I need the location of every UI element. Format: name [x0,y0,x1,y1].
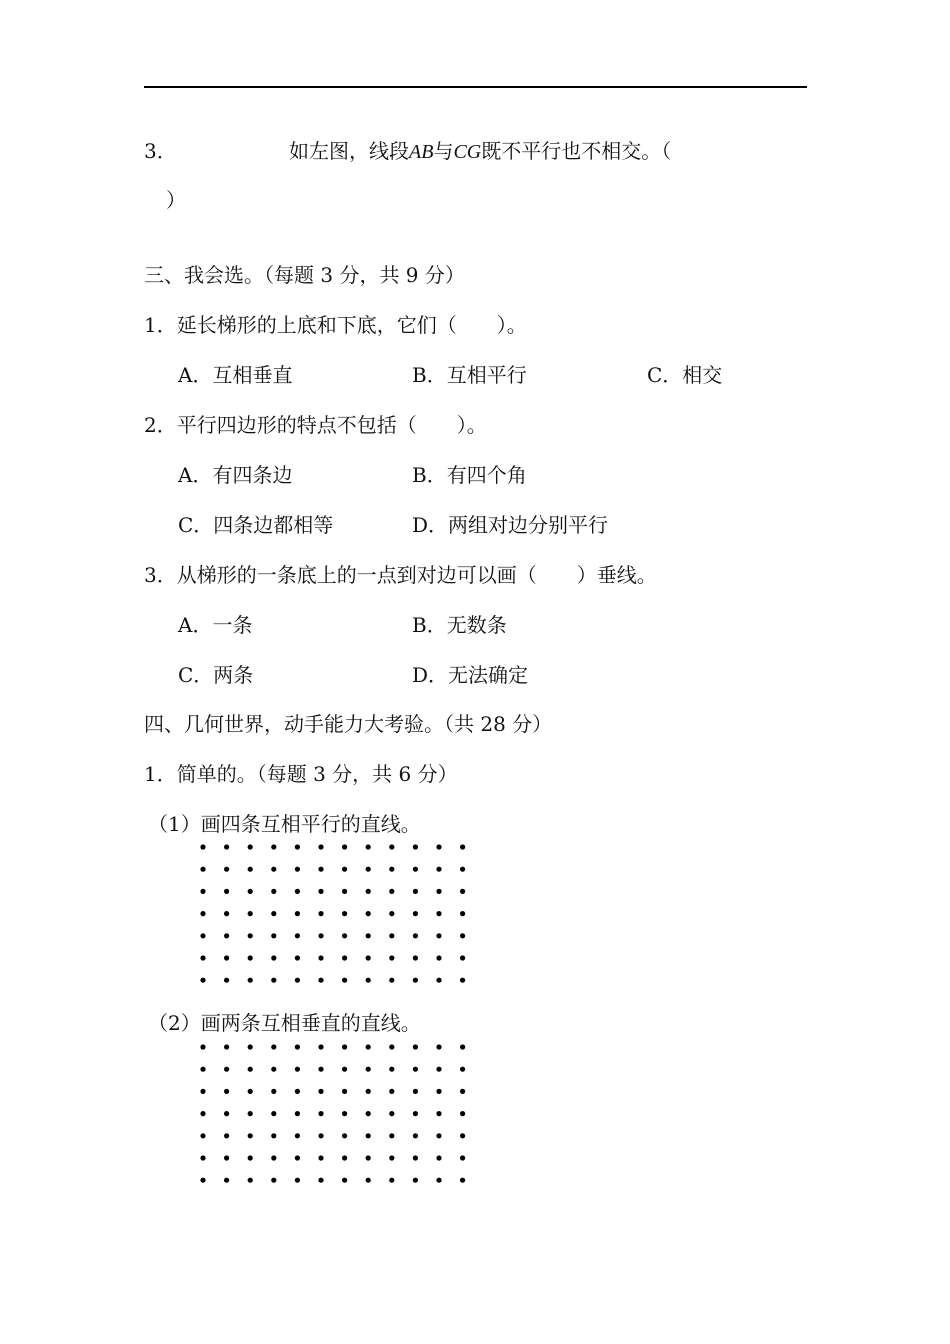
grid-dot [271,1044,276,1049]
grid-dot [318,1155,323,1160]
grid-dot [224,911,229,916]
grid-dot [413,1133,418,1138]
grid-dot [460,1044,465,1049]
grid-dot [342,1155,347,1160]
grid-dot [295,1178,300,1183]
grid-dot [224,1133,229,1138]
grid-dot [318,933,323,938]
grid-dot [413,1044,418,1049]
grid-dot [413,933,418,938]
mc-question-1: 1．延长梯形的上底和下底，它们（ ）。 [144,313,527,337]
grid-dot [342,1111,347,1116]
grid-dot [366,933,371,938]
grid-dot [436,911,441,916]
grid-dot [366,955,371,960]
grid-dot [248,1044,253,1049]
mc-q3-option-b: B．无数条 [412,613,507,637]
grid-dot [271,1155,276,1160]
grid-dot [342,1133,347,1138]
header-rule [144,86,807,88]
grid-dot [460,844,465,849]
grid-dot [436,889,441,894]
grid-dot [248,1067,253,1072]
grid-dot [389,911,394,916]
grid-dot [389,1067,394,1072]
grid-dot [318,1178,323,1183]
grid-dot [460,911,465,916]
grid-dot [200,1067,205,1072]
grid-dot [318,955,323,960]
grid-dot [224,955,229,960]
grid-dot [200,844,205,849]
grid-dot [318,1089,323,1094]
grid-dot [460,1178,465,1183]
grid-dot [224,867,229,872]
grid-dot [366,1178,371,1183]
grid-dot [271,955,276,960]
grid-dot [248,867,253,872]
grid-dot [413,1089,418,1094]
grid-dot [436,1111,441,1116]
grid-dot [366,889,371,894]
grid-dot [460,889,465,894]
mc-q2-option-b: B．有四个角 [412,463,527,487]
section-3-heading: 三、我会选。（每题 3 分，共 9 分） [144,263,465,287]
mc-q3-option-d: D．无法确定 [412,663,529,687]
grid-dot [271,1089,276,1094]
grid-dot [389,844,394,849]
grid-dot [436,1067,441,1072]
grid-dot [200,978,205,983]
grid-dot [342,889,347,894]
grid-dot [295,978,300,983]
grid-dot [342,1067,347,1072]
grid-dot [295,867,300,872]
grid-dot [295,1067,300,1072]
grid-dot [460,933,465,938]
grid-dot [200,889,205,894]
grid-dot [342,955,347,960]
grid-dot [318,1111,323,1116]
grid-dot [389,889,394,894]
grid-dot [342,1044,347,1049]
grid-dot [436,1044,441,1049]
grid-dot [318,978,323,983]
grid-dot [271,1178,276,1183]
mc-question-3: 3．从梯形的一条底上的一点到对边可以画（ ）垂线。 [144,563,657,587]
grid-dot [295,955,300,960]
grid-dot [248,1178,253,1183]
grid-dot [389,1089,394,1094]
grid-dot [460,978,465,983]
grid-dot [248,1155,253,1160]
answer-bracket-close: ） [166,188,186,212]
grid-dot [295,889,300,894]
grid-dot [389,1044,394,1049]
grid-dot [224,978,229,983]
dot-grid-parallel-lines[interactable] [190,836,480,986]
grid-dot [366,978,371,983]
grid-dot [460,867,465,872]
grid-dot [436,1155,441,1160]
grid-dot [248,889,253,894]
segment-ab: AB [409,141,434,163]
grid-dot [366,867,371,872]
grid-dot [248,978,253,983]
grid-dot [389,867,394,872]
mc-q1-option-a: A．互相垂直 [178,363,293,387]
grid-dot [318,867,323,872]
segment-cg: CG [453,141,482,163]
grid-dot [342,1178,347,1183]
grid-dot [436,1178,441,1183]
mc-question-2: 2．平行四边形的特点不包括（ ）。 [144,413,487,437]
grid-dot [295,844,300,849]
grid-dot [318,844,323,849]
drawing-task-2-label: （2）画两条互相垂直的直线。 [148,1011,421,1035]
grid-dot [436,1133,441,1138]
grid-dot [200,1089,205,1094]
section-4-heading: 四、几何世界，动手能力大考验。（共 28 分） [144,712,553,736]
grid-dot [248,911,253,916]
drawing-task-1-label: （1）画四条互相平行的直线。 [148,812,421,836]
mc-q3-option-a: A．一条 [178,613,253,637]
grid-dot [200,1155,205,1160]
grid-dot [318,1044,323,1049]
grid-dot [248,1133,253,1138]
mc-q2-option-d: D．两组对边分别平行 [412,513,609,537]
mc-q3-option-c: C．两条 [178,663,254,687]
grid-dot [271,867,276,872]
grid-dot [342,911,347,916]
grid-dot [271,978,276,983]
grid-dot [295,1044,300,1049]
grid-dot [224,889,229,894]
mc-q2-option-a: A．有四条边 [178,463,293,487]
grid-dot [436,955,441,960]
grid-dot [366,911,371,916]
grid-dot [248,1089,253,1094]
dot-grid-perpendicular-lines[interactable] [190,1036,480,1186]
mc-q1-option-c: C．相交 [647,363,723,387]
grid-dot [366,1067,371,1072]
grid-dot [200,933,205,938]
grid-dot [295,1089,300,1094]
grid-dot [318,911,323,916]
grid-dot [248,844,253,849]
grid-dot [224,1155,229,1160]
grid-dot [224,1089,229,1094]
grid-dot [200,1044,205,1049]
grid-dot [248,1111,253,1116]
grid-dot [389,955,394,960]
grid-dot [389,978,394,983]
grid-dot [295,1111,300,1116]
grid-dot [460,1067,465,1072]
grid-dot [318,889,323,894]
grid-dot [271,911,276,916]
grid-dot [200,1111,205,1116]
grid-dot [460,1089,465,1094]
mc-q1-option-b: B．互相平行 [412,363,527,387]
grid-dot [460,1111,465,1116]
grid-dot [342,867,347,872]
true-false-question-3 [144,138,177,164]
mc-q2-option-c: C．四条边都相等 [178,513,334,537]
grid-dot [271,933,276,938]
grid-dot [413,911,418,916]
grid-dot [413,978,418,983]
grid-dot [436,844,441,849]
grid-dot [366,844,371,849]
true-false-question-3-text: 如左图，线段AB与CG既不平行也不相交。（ [289,139,672,163]
grid-dot [460,1133,465,1138]
grid-dot [200,955,205,960]
grid-dot [224,1067,229,1072]
grid-dot [248,955,253,960]
grid-dot [413,889,418,894]
grid-dot [200,867,205,872]
grid-dot [200,1178,205,1183]
grid-dot [224,1111,229,1116]
grid-dot [342,1089,347,1094]
grid-dot [271,889,276,894]
grid-dot [366,1111,371,1116]
grid-dot [366,1089,371,1094]
question-number: 3． [144,139,177,163]
grid-dot [389,1133,394,1138]
grid-dot [342,978,347,983]
grid-dot [413,1178,418,1183]
grid-dot [271,1133,276,1138]
grid-dot [460,1155,465,1160]
grid-dot [366,1133,371,1138]
grid-dot [413,844,418,849]
grid-dot [295,911,300,916]
grid-dot [295,1133,300,1138]
grid-dot [413,1111,418,1116]
grid-dot [271,1067,276,1072]
grid-dot [413,1067,418,1072]
grid-dot [389,1178,394,1183]
grid-dot [413,1155,418,1160]
grid-dot [248,933,253,938]
grid-dot [460,955,465,960]
grid-dot [413,955,418,960]
section-4-q1-title: 1．简单的。（每题 3 分，共 6 分） [144,762,458,786]
grid-dot [318,1067,323,1072]
grid-dot [295,933,300,938]
grid-dot [224,1178,229,1183]
grid-dot [200,1133,205,1138]
grid-dot [318,1133,323,1138]
grid-dot [436,1089,441,1094]
grid-dot [224,1044,229,1049]
grid-dot [342,844,347,849]
grid-dot [271,1111,276,1116]
grid-dot [436,867,441,872]
grid-dot [366,1044,371,1049]
grid-dot [389,933,394,938]
grid-dot [224,844,229,849]
grid-dot [389,1111,394,1116]
grid-dot [271,844,276,849]
grid-dot [200,911,205,916]
grid-dot [224,933,229,938]
grid-dot [342,933,347,938]
grid-dot [295,1155,300,1160]
grid-dot [366,1155,371,1160]
grid-dot [436,933,441,938]
grid-dot [389,1155,394,1160]
grid-dot [436,978,441,983]
grid-dot [413,867,418,872]
